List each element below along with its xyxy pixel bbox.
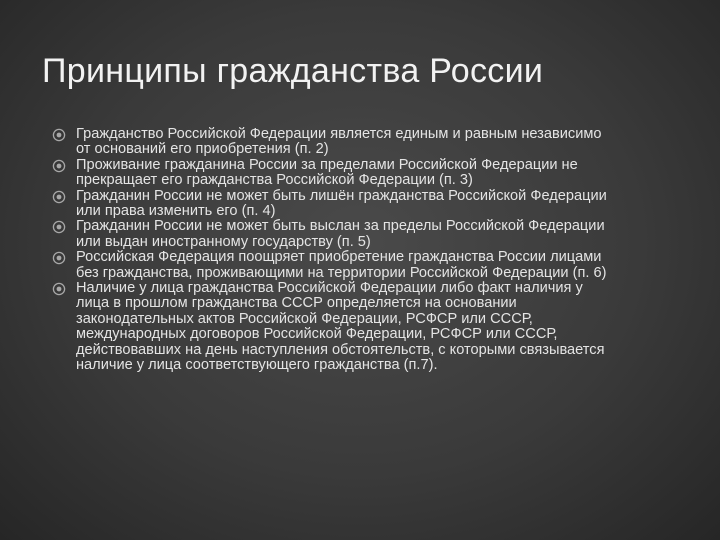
slide-title: Принципы гражданства России [42,52,544,90]
bullet-item [52,281,612,373]
bullet-text: Гражданство Российской Федерации является единым и равным независимо от оснований его приобретения (п. 2) [76,126,602,158]
bullet-item [52,158,612,189]
circled-dot-icon [52,159,66,173]
bullet-item [52,250,612,281]
bullet-item [52,127,612,158]
circled-dot-icon [52,251,66,265]
circled-dot-icon [52,190,66,204]
bullet-item [52,219,612,250]
bullet-text: Проживание гражданина России за пределами Российской Федерации не прекращает его гражданства Российской Федерации (п. 3) [76,156,578,189]
circled-dot-icon [52,128,66,142]
circled-dot-icon [52,220,66,234]
circled-dot-icon [52,282,66,296]
bullet-text: Гражданин России не может быть лишён гражданства Российской Федерации или права изменить его (п. 4) [76,187,607,220]
bullet-text: Гражданин России не может быть выслан за пределы Российской Федерации или выдан иностранному государству (п. 5) [76,218,605,250]
bullet-text: Российская Федерация поощряет приобретение гражданства России лицами без гражданства, проживающими на территории Российской Федерации (п. 6) [76,249,607,281]
bullet-list [52,127,612,374]
bullet-item [52,189,612,220]
bullet-text: Наличие у лица гражданства Российской Федерации либо факт наличия у лица в прошлом гражданства СССР определяется на основании законодательных актов Российской Федерации, РСФСР или СССР, международных договоров Российской Федерации, РСФСР или СССР, действовавших на день наступления обстоятельств, с которыми связывается наличие у лица соответствующего гражданства (п.7). [76,280,605,374]
